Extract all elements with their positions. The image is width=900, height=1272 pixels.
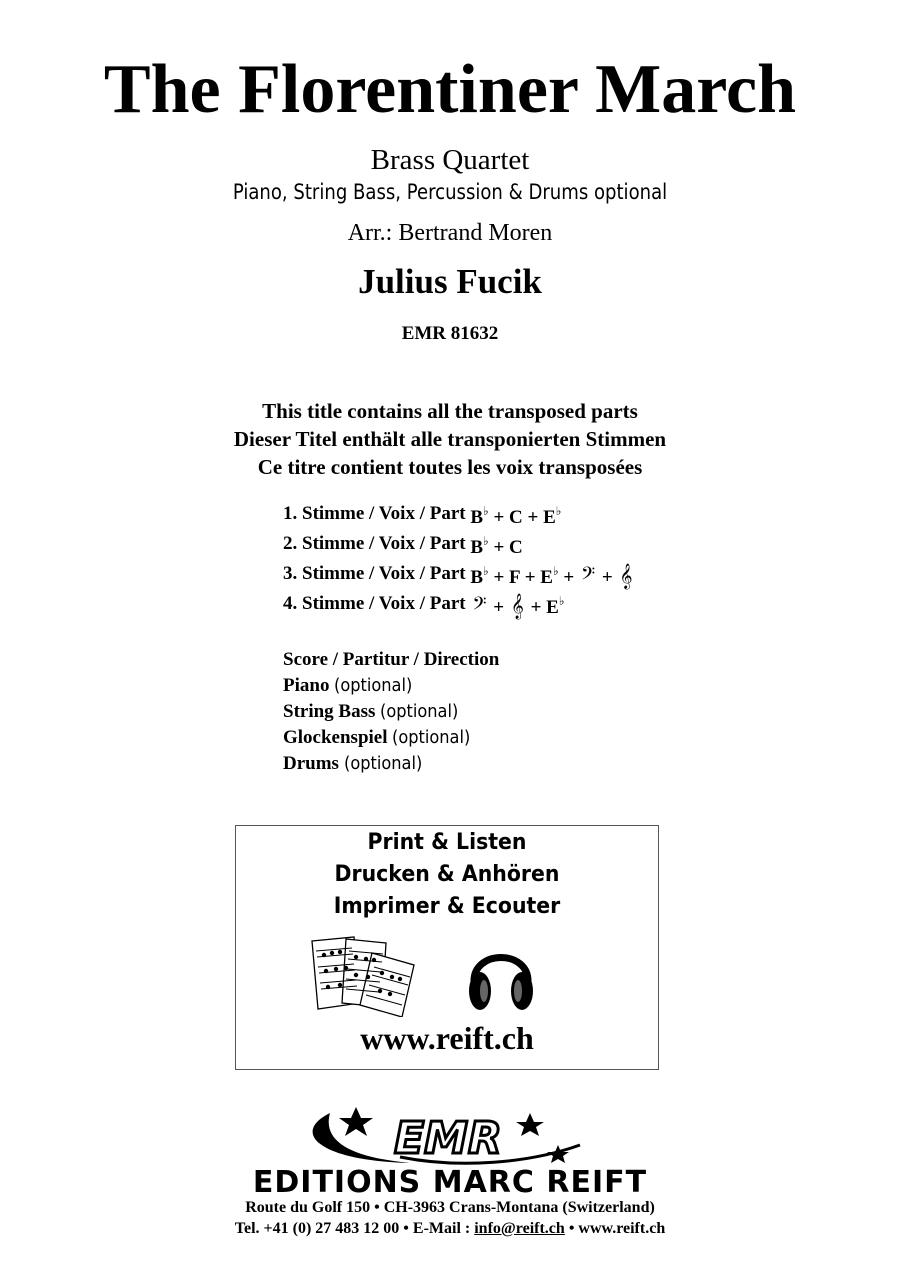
bass-clef-icon: 𝄢	[580, 563, 596, 589]
arranger-line: Arr.: Bertrand Moren	[347, 220, 553, 246]
emr-logo	[300, 1105, 600, 1169]
parts-list	[283, 499, 634, 619]
publisher-address: Route du Golf 150 • CH-3963 Crans-Montana (Switzerland)	[245, 1199, 655, 1216]
part-row-4	[283, 589, 634, 619]
material-item: String Bass (optional)	[283, 701, 459, 722]
notice-line-en: This title contains all the transposed parts	[262, 399, 638, 423]
material-item: Piano (optional)	[283, 675, 413, 696]
email-link[interactable]: info@reift.ch	[474, 1220, 565, 1237]
part-label: 3. Stimme / Voix / Part	[283, 563, 466, 584]
contact-website: • www.reift.ch	[564, 1220, 666, 1237]
ensemble-subtitle: Brass Quartet	[370, 144, 530, 176]
treble-clef-icon: 𝄞	[510, 593, 524, 619]
sheet-music-icon	[306, 933, 418, 1017]
material-item: Score / Partitur / Direction	[283, 649, 500, 670]
part-label: 4. Stimme / Voix / Part	[283, 593, 466, 614]
bass-clef-icon: 𝄢	[472, 593, 487, 619]
promo-line-en: Print & Listen	[367, 830, 527, 855]
part-label: 2. Stimme / Voix / Part	[283, 533, 466, 554]
part-keys: B♭ + C + E♭	[470, 503, 562, 528]
promo-line-de: Drucken & Anhören	[334, 862, 560, 887]
composer-name: Julius Fucik	[358, 262, 542, 301]
part-keys: B♭ + F + E♭ + 𝄢 + 𝄞	[470, 563, 633, 589]
publisher-contact	[0, 1218, 900, 1240]
part-row-3	[283, 559, 634, 589]
notice-line-de: Dieser Titel enthält alle transponierten Stimmen	[233, 427, 667, 451]
notice-line-fr: Ce titre contient toutes les voix transposées	[257, 455, 643, 479]
headphones-icon	[466, 937, 536, 1015]
part-keys: 𝄢 + 𝄞 + E♭	[472, 593, 565, 619]
promo-line-fr: Imprimer & Ecouter	[333, 894, 561, 919]
material-item: Glockenspiel (optional)	[283, 727, 471, 748]
part-row-1	[283, 499, 634, 529]
materials-list	[283, 647, 499, 777]
instrumentation-line: Piano, String Bass, Percussion & Drums optional	[232, 180, 668, 204]
publisher-name: EDITIONS MARC REIFT	[252, 1165, 648, 1200]
part-row-2	[283, 529, 634, 559]
promo-url[interactable]: www.reift.ch	[360, 1020, 534, 1056]
part-label: 1. Stimme / Voix / Part	[283, 503, 466, 524]
page-title: The Florentiner March	[103, 51, 797, 128]
logo-text: EMR	[394, 1113, 502, 1164]
material-item: Drums (optional)	[283, 753, 423, 774]
contact-phone: Tel. +41 (0) 27 483 12 00 • E-Mail :	[234, 1220, 475, 1237]
transposed-parts-notice	[0, 397, 900, 481]
catalog-number: EMR 81632	[401, 323, 499, 344]
print-listen-box	[235, 825, 659, 1070]
treble-clef-icon: 𝄞	[619, 563, 633, 589]
part-keys: B♭ + C	[470, 533, 523, 558]
